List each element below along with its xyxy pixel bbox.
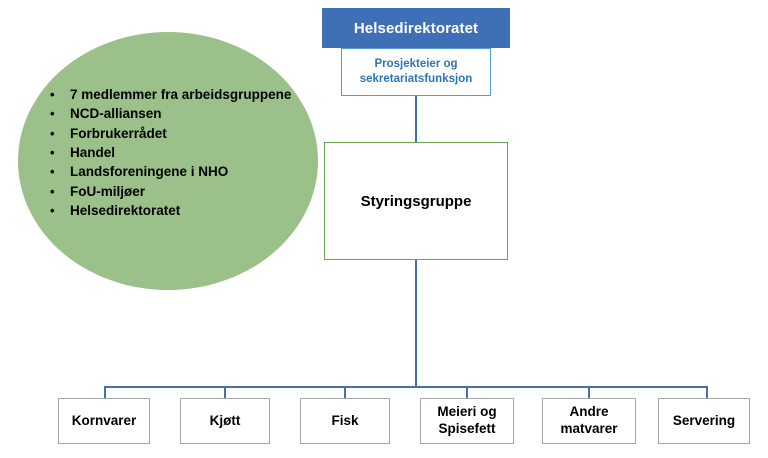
node-styringsgruppe-label: Styringsgruppe [360, 192, 472, 210]
connector-steering-to-bus [415, 260, 417, 386]
node-category-label: Servering [672, 412, 736, 428]
node-category-label: Kornvarer [71, 412, 137, 428]
node-helsedirektoratet-label: Helsedirektoratet [353, 19, 479, 37]
node-category-kjott [180, 398, 270, 444]
list-item: • Landsforeningene i NHO [44, 163, 296, 181]
connector-bus [104, 386, 708, 388]
connector-top-to-steering [415, 96, 417, 142]
connector-drop-5 [588, 386, 590, 398]
members-list [44, 86, 296, 222]
node-helsedirektoratet [322, 8, 510, 48]
node-category-kornvarer [58, 398, 150, 444]
node-category-label: Kjøtt [209, 412, 241, 428]
node-category-fisk [300, 398, 390, 444]
list-item: • NCD-alliansen [44, 105, 296, 123]
node-styringsgruppe [324, 142, 508, 260]
node-prosjekteier-label: Prosjekteier og sekretariatsfunksjon [359, 58, 473, 85]
node-prosjekteier [341, 48, 491, 96]
list-item: • Handel [44, 144, 296, 162]
node-category-label: Andre matvarer [560, 404, 618, 436]
list-item: • FoU-miljøer [44, 183, 296, 201]
node-category-label: Meieri og Spisefett [437, 404, 497, 436]
connector-drop-1 [104, 386, 106, 398]
connector-drop-6 [706, 386, 708, 398]
list-item: • Forbrukerrådet [44, 125, 296, 143]
list-item: • 7 medlemmer fra arbeidsgruppene [44, 86, 296, 104]
node-category-meieri-og-spisefett [420, 398, 514, 444]
node-category-andre-matvarer [542, 398, 636, 444]
node-category-label: Fisk [331, 412, 359, 428]
connector-drop-4 [466, 386, 468, 398]
connector-drop-2 [224, 386, 226, 398]
list-item: • Helsedirektoratet [44, 202, 296, 220]
node-category-servering [658, 398, 750, 444]
connector-drop-3 [344, 386, 346, 398]
